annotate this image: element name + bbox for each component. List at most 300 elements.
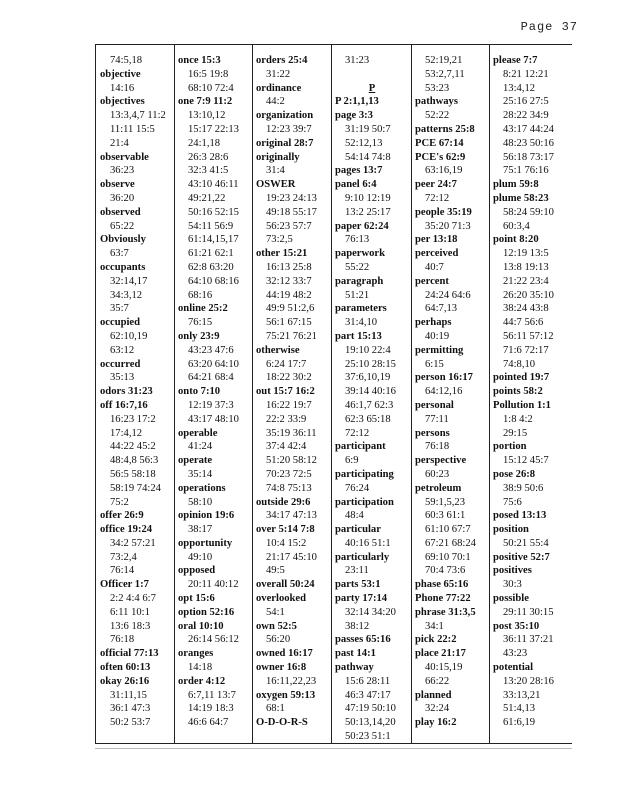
index-page-refs: 12:19 37:3 — [188, 399, 234, 411]
index-page-refs: 31:4,10 — [345, 317, 378, 329]
index-page-refs: 25:10 28:15 — [345, 358, 396, 370]
index-page-refs: 58:10 — [188, 496, 213, 508]
index-page-refs: 60:3,4 — [503, 220, 530, 232]
index-page-refs: 62:8 63:20 — [188, 261, 234, 273]
index-page-refs: 13:3,4,7 11:2 — [110, 110, 166, 122]
index-page-refs: 34:2 57:21 — [110, 537, 156, 549]
index-page-refs: 36:23 — [110, 165, 135, 177]
index-page-refs: 50:21 55:4 — [503, 537, 549, 549]
index-term: oranges — [178, 648, 214, 660]
index-term: overall 50:24 — [256, 579, 315, 591]
index-page-refs: 29:11 30:15 — [503, 606, 554, 618]
index-page-refs: 31:22 — [266, 68, 291, 80]
index-page-refs: 52:22 — [425, 110, 450, 122]
index-term: official 77:13 — [100, 648, 159, 660]
column-divider — [331, 45, 332, 743]
index-term: posed 13:13 — [493, 510, 547, 522]
index-term: personal — [415, 399, 454, 411]
index-page-refs: 55:22 — [345, 261, 370, 273]
index-term: parameters — [335, 303, 387, 315]
index-term: operations — [178, 482, 226, 494]
index-page-refs: 13:2 25:17 — [345, 206, 391, 218]
index-page-refs: 13:10,12 — [188, 110, 226, 122]
index-page-refs: 63:12 — [110, 344, 135, 356]
index-page-refs: 61:14,15,17 — [188, 234, 239, 246]
index-page-refs: 18:22 30:2 — [266, 372, 312, 384]
index-page-refs: 24:1,18 — [188, 137, 221, 149]
index-term: part 15:13 — [335, 330, 382, 342]
index-page-refs: 54:14 74:8 — [345, 151, 391, 163]
index-page-refs: 31:19 50:7 — [345, 123, 391, 135]
index-page-refs: 32:14,17 — [110, 275, 148, 287]
index-term: owned 16:17 — [256, 648, 313, 660]
index-term: paper 62:24 — [335, 220, 389, 232]
index-page-refs: 30:3 — [503, 579, 522, 591]
index-term: objectives — [100, 96, 145, 108]
index-term: observed — [100, 206, 141, 218]
index-page-refs: 43:10 46:11 — [188, 179, 239, 191]
index-term: orders 25:4 — [256, 55, 308, 66]
index-page-refs: 54:11 56:9 — [188, 220, 234, 232]
index-page-refs: 35:13 — [110, 372, 135, 384]
index-page-refs: 75:21 76:21 — [266, 330, 317, 342]
index-page-refs: 65:22 — [110, 220, 135, 232]
index-term: pathways — [415, 96, 458, 108]
index-term: particularly — [335, 551, 390, 563]
index-page-refs: 66:22 — [425, 675, 450, 687]
index-term: Pollution 1:1 — [493, 399, 551, 411]
index-page-refs: 40:19 — [425, 330, 450, 342]
index-page-refs: 6:7,11 13:7 — [188, 689, 236, 701]
index-term: page 3:3 — [335, 110, 373, 122]
index-term: paperwork — [335, 248, 386, 260]
index-letter-heading: P — [368, 82, 376, 94]
index-page-refs: 15:6 28:11 — [345, 675, 391, 687]
index-page-refs: 44:22 45:2 — [110, 441, 156, 453]
index-page-refs: 44:2 — [266, 96, 285, 108]
index-term: pathway — [335, 662, 374, 674]
index-term: post 35:10 — [493, 620, 540, 632]
index-page-refs: 46:6 64:7 — [188, 717, 229, 729]
index-page-refs: 50:13,14,20 — [345, 717, 396, 729]
index-page-refs: 70:4 73:6 — [425, 565, 466, 577]
index-page-refs: 21:17 45:10 — [266, 551, 317, 563]
page-number-label: Page 37 — [520, 20, 578, 34]
index-term: phrase 31:3,5 — [415, 606, 476, 618]
index-column-5 — [415, 54, 487, 730]
index-page-refs: 19:23 24:13 — [266, 192, 317, 204]
index-page-refs: 31:11,15 — [110, 689, 147, 701]
index-page-refs: 75:6 — [503, 496, 522, 508]
index-term: order 4:12 — [178, 675, 226, 687]
index-term: off 16:7,16 — [100, 399, 148, 411]
index-page-refs: 76:15 — [188, 317, 213, 329]
index-page-refs: 16:13 25:8 — [266, 261, 312, 273]
index-term: opt 15:6 — [178, 593, 215, 605]
index-page-refs: 51:20 58:12 — [266, 455, 317, 467]
index-term: only 23:9 — [178, 330, 220, 342]
index-page-refs: 31:4 — [266, 165, 285, 177]
index-page-refs: 63:16,19 — [425, 165, 463, 177]
index-page-refs: 12:19 13:5 — [503, 248, 549, 260]
column-divider — [411, 45, 412, 743]
index-page-refs: 73:2,5 — [266, 234, 293, 246]
index-page-refs: 36:20 — [110, 192, 135, 204]
footer-rule — [95, 748, 572, 749]
index-page-refs: 38:24 43:8 — [503, 303, 549, 315]
index-term: peer 24:7 — [415, 179, 457, 191]
index-column-6 — [493, 54, 571, 730]
index-term: place 21:17 — [415, 648, 466, 660]
index-term: O-D-O-R-S — [256, 717, 308, 729]
index-page-refs: 48:4 — [345, 510, 364, 522]
index-term: out 15:7 16:2 — [256, 386, 315, 398]
index-page-refs: 53:23 — [425, 82, 450, 94]
index-term: perceived — [415, 248, 459, 260]
index-page-refs: 9:10 12:19 — [345, 192, 391, 204]
index-column-4 — [335, 54, 409, 744]
index-page-refs: 35:19 36:11 — [266, 427, 317, 439]
index-page-refs: 8:21 12:21 — [503, 68, 549, 80]
index-page-refs: 50:23 51:1 — [345, 731, 391, 743]
index-term: occurred — [100, 358, 141, 370]
index-page-refs: 17:4,12 — [110, 427, 143, 439]
index-page-refs: 26:3 28:6 — [188, 151, 229, 163]
index-page-refs: 40:15,19 — [425, 662, 463, 674]
index-term: OSWER — [256, 179, 296, 191]
index-page-refs: 46:3 47:17 — [345, 689, 391, 701]
index-term: planned — [415, 689, 452, 701]
index-page-refs: 50:2 53:7 — [110, 717, 151, 729]
index-term: permitting — [415, 344, 464, 356]
index-page-refs: 6:11 10:1 — [110, 606, 150, 618]
index-page-refs: 68:10 72:4 — [188, 82, 234, 94]
index-page-refs: 43:23 47:6 — [188, 344, 234, 356]
index-page-refs: 1:8 4:2 — [503, 413, 533, 425]
index-page-refs: 70:23 72:5 — [266, 468, 312, 480]
index-page-refs: 49:9 51:2,6 — [266, 303, 315, 315]
index-page-refs: 44:19 48:2 — [266, 289, 312, 301]
index-column-1 — [100, 54, 172, 730]
index-term: potential — [493, 662, 534, 674]
index-page-refs: 67:21 68:24 — [425, 537, 476, 549]
index-page-refs: 53:2,7,11 — [425, 68, 465, 80]
index-term: positive 52:7 — [493, 551, 550, 563]
index-page-refs: 49:21,22 — [188, 192, 226, 204]
index-page-refs: 43:17 48:10 — [188, 413, 239, 425]
index-page-refs: 61:10 67:7 — [425, 524, 471, 536]
index-term: participant — [335, 441, 386, 453]
index-term: objective — [100, 68, 141, 80]
index-page-refs: 62:10,19 — [110, 330, 148, 342]
index-term: participation — [335, 496, 394, 508]
index-term: person 16:17 — [415, 372, 473, 384]
index-page-refs: 33:13,21 — [503, 689, 541, 701]
index-page-refs: 26:14 56:12 — [188, 634, 239, 646]
index-page-refs: 41:24 — [188, 441, 213, 453]
index-page-refs: 34:17 47:13 — [266, 510, 317, 522]
index-page-refs: 49:18 55:17 — [266, 206, 317, 218]
index-term: parts 53:1 — [335, 579, 381, 591]
index-term: positives — [493, 565, 532, 577]
index-page-refs: 74:8,10 — [503, 358, 536, 370]
index-page-refs: 46:1,7 62:3 — [345, 399, 394, 411]
index-page-refs: 52:19,21 — [425, 55, 463, 66]
index-page-refs: 76:18 — [110, 634, 135, 646]
index-page-refs: 35:20 71:3 — [425, 220, 471, 232]
index-page-refs: 64:21 68:4 — [188, 372, 234, 384]
index-page-refs: 74:8 75:13 — [266, 482, 312, 494]
index-term: otherwise — [256, 344, 300, 356]
index-page-refs: 58:24 59:10 — [503, 206, 554, 218]
index-page-refs: 19:10 22:4 — [345, 344, 391, 356]
index-page-refs: 74:5,18 — [110, 55, 143, 66]
index-term: owner 16:8 — [256, 662, 307, 674]
index-term: participating — [335, 468, 394, 480]
index-page-refs: 52:12,13 — [345, 137, 383, 149]
index-page-refs: 23:11 — [345, 565, 369, 577]
index-page-refs: 54:1 — [266, 606, 285, 618]
index-term: possible — [493, 593, 529, 605]
index-term: particular — [335, 524, 381, 536]
index-page-refs: 51:4,13 — [503, 703, 536, 715]
index-term: one 7:9 11:2 — [178, 96, 233, 108]
index-page-refs: 56:11 57:12 — [503, 330, 554, 342]
index-page-refs: 39:14 40:16 — [345, 386, 396, 398]
index-term: operate — [178, 455, 213, 467]
index-page-refs: 49:5 — [266, 565, 285, 577]
index-page-refs: 73:2,4 — [110, 551, 137, 563]
index-page-refs: 14:18 — [188, 662, 213, 674]
index-column-3 — [256, 54, 329, 730]
index-term: occupants — [100, 261, 146, 273]
index-term: often 60:13 — [100, 662, 151, 674]
index-page-refs: 48:23 50:16 — [503, 137, 554, 149]
index-page-refs: 47:19 50:10 — [345, 703, 396, 715]
index-page-refs: 6:24 17:7 — [266, 358, 307, 370]
index-page-refs: 12:23 39:7 — [266, 123, 312, 135]
index-page-refs: 43:23 — [503, 648, 528, 660]
index-page-refs: 16:11,22,23 — [266, 675, 317, 687]
index-page-refs: 16:23 17:2 — [110, 413, 156, 425]
index-page-refs: 37:4 42:4 — [266, 441, 307, 453]
index-page-refs: 37:6,10,19 — [345, 372, 391, 384]
index-term: per 13:18 — [415, 234, 458, 246]
index-page-refs: 63:7 — [110, 248, 129, 260]
index-term: perhaps — [415, 317, 452, 329]
index-page-refs — [335, 68, 409, 82]
index-page-refs: 20:11 40:12 — [188, 579, 239, 591]
index-term: pages 13:7 — [335, 165, 383, 177]
index-term: over 5:14 7:8 — [256, 524, 315, 536]
index-page-refs: 28:22 34:9 — [503, 110, 549, 122]
index-term: ordinance — [256, 82, 302, 94]
index-page-refs: 71:6 72:17 — [503, 344, 549, 356]
index-page-refs: 43:17 44:24 — [503, 123, 554, 135]
index-page-refs: 40:7 — [425, 261, 444, 273]
index-term: pointed 19:7 — [493, 372, 550, 384]
index-term: occupied — [100, 317, 141, 329]
index-page-refs: 75:2 — [110, 496, 129, 508]
index-term: passes 65:16 — [335, 634, 391, 646]
index-term: original 28:7 — [256, 137, 314, 149]
index-term: party 17:14 — [335, 593, 388, 605]
index-page-refs: 13:4,12 — [503, 82, 536, 94]
index-term: okay 26:16 — [100, 675, 150, 687]
index-term: Obviously — [100, 234, 146, 246]
index-page-refs: 56:1 67:15 — [266, 317, 312, 329]
index-page-refs: 38:9 50:6 — [503, 482, 544, 494]
index-page-refs: 61:21 62:1 — [188, 248, 234, 260]
index-page-refs: 15:12 45:7 — [503, 455, 549, 467]
index-page-refs: 72:12 — [345, 427, 370, 439]
index-term: opinion 19:6 — [178, 510, 235, 522]
index-page-refs: 31:23 — [345, 55, 370, 66]
index-page-refs: 13:20 28:16 — [503, 675, 554, 687]
index-term: onto 7:10 — [178, 386, 221, 398]
index-page-refs: 56:5 58:18 — [110, 468, 156, 480]
index-page-refs: 36:11 37:21 — [503, 634, 554, 646]
index-page-refs: 13:8 19:13 — [503, 261, 549, 273]
index-page-refs: 64:12,16 — [425, 386, 463, 398]
index-term: PCE's 62:9 — [415, 151, 466, 163]
index-page-refs: 64:7,13 — [425, 303, 458, 315]
index-page-refs: 60:23 — [425, 468, 450, 480]
index-term: petroleum — [415, 482, 462, 494]
index-page-refs: 2:2 4:4 6:7 — [110, 593, 156, 605]
index-page-refs: 68:1 — [266, 703, 285, 715]
index-page-refs: 76:24 — [345, 482, 370, 494]
index-term: overlooked — [256, 593, 307, 605]
index-term: offer 26:9 — [100, 510, 144, 522]
index-page-refs: 35:14 — [188, 468, 213, 480]
index-page-refs: 13:6 18:3 — [110, 620, 151, 632]
index-page-refs: 75:1 76:16 — [503, 165, 549, 177]
index-term: online 25:2 — [178, 303, 228, 315]
index-page-refs: 34:3,12 — [110, 289, 143, 301]
index-term: pick 22:2 — [415, 634, 457, 646]
index-page-refs: 11:11 15:5 — [110, 123, 155, 135]
index-page-refs: 62:3 65:18 — [345, 413, 391, 425]
index-page-refs: 38:17 — [188, 524, 213, 536]
index-page-refs: 72:12 — [425, 192, 450, 204]
index-term: phase 65:16 — [415, 579, 469, 591]
index-term: P 2:1,1,13 — [335, 96, 379, 108]
index-term: point 8:20 — [493, 234, 539, 246]
index-page-refs: 51:21 — [345, 289, 370, 301]
index-page-refs: 59:1,5,23 — [425, 496, 466, 508]
index-page-refs: 22:2 33:9 — [266, 413, 307, 425]
index-term: perspective — [415, 455, 467, 467]
index-page-refs: 48:4,8 56:3 — [110, 455, 159, 467]
index-term: plum 59:8 — [493, 179, 539, 191]
index-term: other 15:21 — [256, 248, 308, 260]
index-page-refs: 60:3 61:1 — [425, 510, 466, 522]
index-term: please 7:7 — [493, 55, 538, 66]
index-page-refs: 6:9 — [345, 455, 359, 467]
index-page-refs: 38:12 — [345, 620, 370, 632]
index-page-refs: 49:10 — [188, 551, 213, 563]
index-term: persons — [415, 427, 450, 439]
index-term: oral 10:10 — [178, 620, 224, 632]
index-term: past 14:1 — [335, 648, 376, 660]
index-term: position — [493, 524, 529, 536]
index-page-refs: 56:23 57:7 — [266, 220, 312, 232]
index-term: option 52:16 — [178, 606, 235, 618]
index-page-refs: 44:7 56:6 — [503, 317, 544, 329]
index-page-refs: 21:22 23:4 — [503, 275, 549, 287]
index-term: observe — [100, 179, 135, 191]
index-term: originally — [256, 151, 300, 163]
index-term: panel 6:4 — [335, 179, 377, 191]
index-page-refs: 61:6,19 — [503, 717, 536, 729]
index-term: office 19:24 — [100, 524, 153, 536]
column-divider — [174, 45, 175, 743]
index-term: opposed — [178, 565, 216, 577]
index-page-refs: 58:19 74:24 — [110, 482, 161, 494]
index-term: Phone 77:22 — [415, 593, 471, 605]
index-page-refs: 14:16 — [110, 82, 135, 94]
index-term: organization — [256, 110, 314, 122]
index-page-refs: 35:7 — [110, 303, 129, 315]
index-page-refs: 34:1 — [425, 620, 444, 632]
index-page-refs: 76:13 — [345, 234, 370, 246]
index-term: Officer 1:7 — [100, 579, 149, 591]
index-page-refs: 24:24 64:6 — [425, 289, 471, 301]
index-term: points 58:2 — [493, 386, 543, 398]
index-table-frame — [95, 44, 572, 744]
index-page-refs: 32:12 33:7 — [266, 275, 312, 287]
index-term: PCE 67:14 — [415, 137, 464, 149]
index-term: own 52:5 — [256, 620, 297, 632]
index-page-refs: 77:11 — [425, 413, 449, 425]
index-term: outside 29:6 — [256, 496, 311, 508]
index-page-refs: 32:3 41:5 — [188, 165, 229, 177]
index-term: pose 26:8 — [493, 468, 536, 480]
index-page-refs: 76:14 — [110, 565, 135, 577]
index-page-refs: 25:16 27:5 — [503, 96, 549, 108]
index-page-refs: 63:20 64:10 — [188, 358, 239, 370]
index-term: plume 58:23 — [493, 192, 549, 204]
index-column-2 — [178, 54, 250, 730]
index-term: play 16:2 — [415, 717, 457, 729]
index-page-refs: 32:24 — [425, 703, 450, 715]
index-page-refs: 21:4 — [110, 137, 129, 149]
index-term: portion — [493, 441, 527, 453]
index-term: people 35:19 — [415, 206, 472, 218]
index-page-refs: 16:22 19:7 — [266, 399, 312, 411]
index-term: oxygen 59:13 — [256, 689, 316, 701]
index-page-refs: 29:15 — [503, 427, 528, 439]
index-term: operable — [178, 427, 218, 439]
index-page-refs: 16:5 19:8 — [188, 68, 229, 80]
index-page-refs: 14:19 18:3 — [188, 703, 234, 715]
index-page-refs: 68:16 — [188, 289, 213, 301]
index-page-refs: 10:4 15:2 — [266, 537, 307, 549]
index-page-refs: 76:18 — [425, 441, 450, 453]
index-term: patterns 25:8 — [415, 123, 475, 135]
index-term: percent — [415, 275, 449, 287]
index-page-refs: 26:20 35:10 — [503, 289, 554, 301]
index-term: opportunity — [178, 537, 233, 549]
index-term: odors 31:23 — [100, 386, 153, 398]
index-page-refs: 40:16 51:1 — [345, 537, 391, 549]
column-divider — [489, 45, 490, 743]
index-term: observable — [100, 151, 149, 163]
index-term: paragraph — [335, 275, 384, 287]
index-page-refs: 56:18 73:17 — [503, 151, 554, 163]
index-page-refs: 69:10 70:1 — [425, 551, 471, 563]
